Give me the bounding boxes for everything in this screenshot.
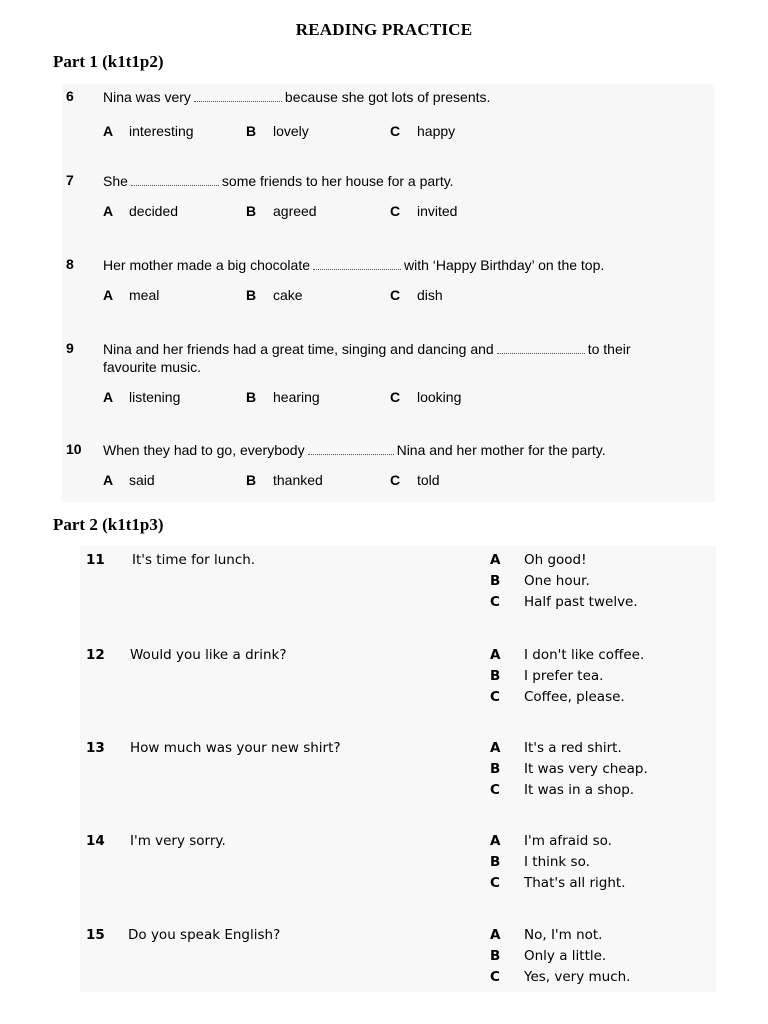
option-letter[interactable]: C — [390, 123, 401, 139]
option-label[interactable]: decided — [129, 203, 179, 219]
question-text: Her mother made a big chocolate with ‘Happy Birthday’ on the top. — [103, 257, 605, 273]
answer-options — [103, 287, 663, 307]
answer-option[interactable]: B I think so. — [490, 854, 590, 870]
question-text: She some friends to her house for a party. — [103, 173, 454, 189]
question-number: 13 — [86, 740, 105, 756]
option-label[interactable]: told — [417, 472, 440, 488]
option-label[interactable]: looking — [417, 389, 462, 405]
option-letter[interactable]: C — [390, 287, 401, 303]
question-number: 14 — [86, 833, 105, 849]
option-label[interactable]: agreed — [273, 203, 317, 219]
question-text: Do you speak English? — [128, 927, 281, 943]
option-label[interactable]: lovely — [273, 123, 309, 139]
option-letter[interactable]: B — [246, 203, 257, 219]
answer-options — [103, 472, 663, 492]
option-letter[interactable]: C — [390, 203, 401, 219]
question-text: How much was your new shirt? — [130, 740, 341, 756]
answer-option[interactable]: C Yes, very much. — [490, 969, 631, 985]
option-label[interactable]: dish — [417, 287, 443, 303]
question-text: It's time for lunch. — [132, 552, 256, 568]
option-letter[interactable]: B — [246, 472, 257, 488]
question-number: 11 — [86, 552, 105, 568]
option-letter[interactable]: A — [103, 123, 114, 139]
question-number: 8 — [66, 256, 74, 272]
option-letter[interactable]: B — [246, 287, 257, 303]
option-label[interactable]: interesting — [129, 123, 194, 139]
option-label[interactable]: thanked — [273, 472, 323, 488]
option-letter[interactable]: C — [390, 472, 401, 488]
answer-option[interactable]: A I'm afraid so. — [490, 833, 612, 849]
option-letter[interactable]: A — [103, 472, 114, 488]
answer-option[interactable]: B Only a little. — [490, 948, 607, 964]
option-letter[interactable]: C — [390, 389, 401, 405]
option-label[interactable]: meal — [129, 287, 160, 303]
question-text: I'm very sorry. — [130, 833, 226, 849]
option-letter[interactable]: A — [103, 389, 114, 405]
answer-option[interactable]: C It was in a shop. — [490, 782, 635, 798]
option-letter[interactable]: B — [246, 123, 257, 139]
question-text: Nina was very because she got lots of presents. — [103, 89, 491, 105]
option-label[interactable]: invited — [417, 203, 458, 219]
answer-option[interactable]: A Oh good! — [490, 552, 587, 568]
answer-blank[interactable] — [497, 343, 585, 354]
answer-option[interactable]: B It was very cheap. — [490, 761, 648, 777]
question-number: 6 — [66, 88, 74, 104]
part1-heading: Part 1 (k1t1p2) — [53, 52, 164, 71]
option-letter[interactable]: A — [103, 287, 114, 303]
answer-option[interactable]: B One hour. — [490, 573, 590, 589]
answer-option[interactable]: A I don't like coffee. — [490, 647, 645, 663]
page-title: READING PRACTICE — [295, 20, 473, 39]
option-label[interactable]: hearing — [273, 389, 320, 405]
question-number: 10 — [66, 441, 82, 457]
option-letter[interactable]: B — [246, 389, 257, 405]
answer-option[interactable]: A No, I'm not. — [490, 927, 603, 943]
option-letter[interactable]: A — [103, 203, 114, 219]
part1-panel — [62, 84, 715, 502]
part2-panel — [80, 546, 716, 992]
answer-options — [103, 123, 663, 143]
answer-blank[interactable] — [131, 175, 219, 186]
answer-option[interactable]: A It's a red shirt. — [490, 740, 622, 756]
answer-option[interactable]: C Coffee, please. — [490, 689, 625, 705]
question-number: 9 — [66, 340, 74, 356]
question-number: 15 — [86, 927, 105, 943]
question-number: 12 — [86, 647, 105, 663]
option-label[interactable]: said — [129, 472, 155, 488]
question-text: Would you like a drink? — [130, 647, 287, 663]
option-label[interactable]: cake — [273, 287, 303, 303]
question-number: 7 — [66, 172, 74, 188]
option-label[interactable]: happy — [417, 123, 456, 139]
question-text: Nina and her friends had a great time, singing and dancing and to their favourite music. — [103, 341, 631, 375]
answer-option[interactable]: C That's all right. — [490, 875, 626, 891]
answer-options — [103, 203, 663, 223]
part2-heading: Part 2 (k1t1p3) — [53, 515, 164, 534]
answer-option[interactable]: B I prefer tea. — [490, 668, 604, 684]
answer-blank[interactable] — [308, 444, 394, 455]
answer-blank[interactable] — [194, 91, 282, 102]
answer-option[interactable]: C Half past twelve. — [490, 594, 638, 610]
answer-blank[interactable] — [313, 259, 401, 270]
answer-options — [103, 389, 663, 409]
question-text: When they had to go, everybody Nina and her mother for the party. — [103, 442, 606, 458]
option-label[interactable]: listening — [129, 389, 181, 405]
